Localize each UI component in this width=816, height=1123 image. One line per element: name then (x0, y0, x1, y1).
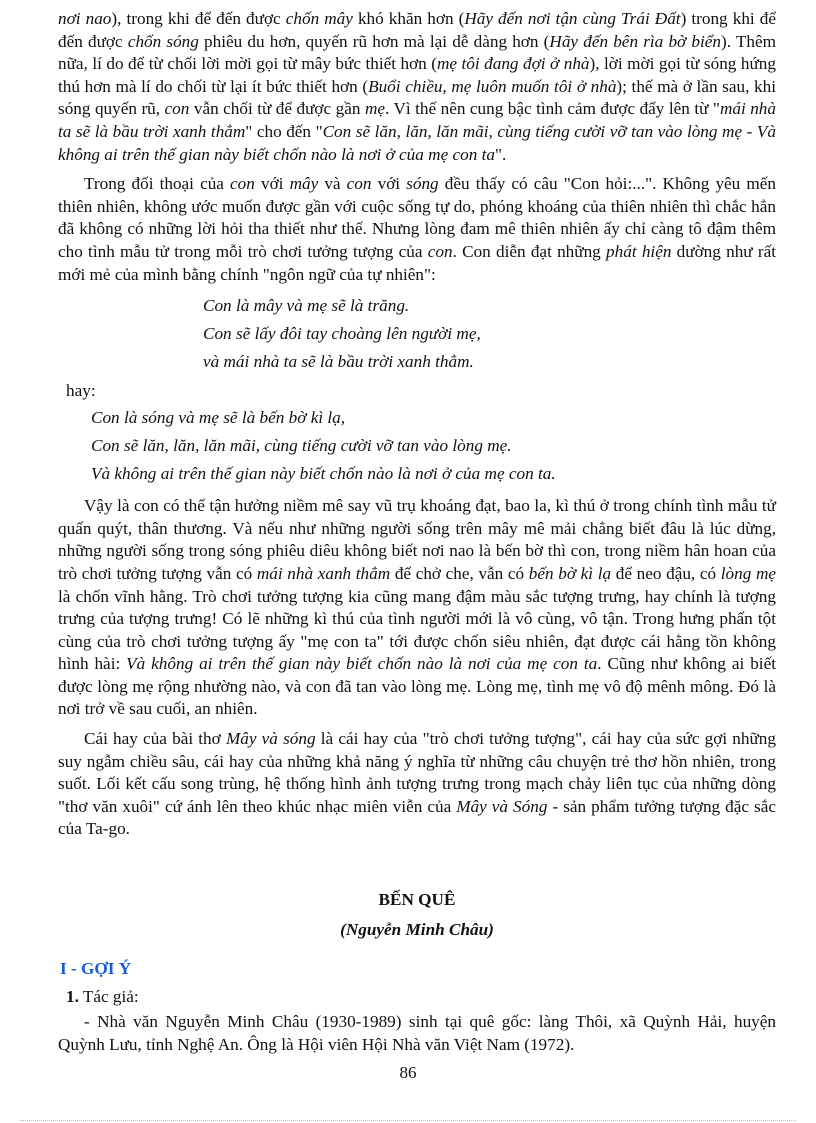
verse-line: Và không ai trên thế gian này biết chốn nào là nơi ở của mẹ con ta. (91, 464, 556, 484)
page-number: 86 (399, 1063, 417, 1082)
verse-line: và mái nhà ta sẽ là bầu trời xanh thẳm. (203, 352, 474, 372)
page-bottom-divider (20, 1120, 796, 1121)
lesson-title: BẾN QUÊ (378, 890, 456, 910)
verse-line: Con sẽ lăn, lăn, lăn mãi, cùng tiếng cười vỡ tan vào lòng mẹ. (91, 436, 512, 456)
lesson-author: (Nguyễn Minh Châu) (340, 920, 494, 940)
verse-line: Con là sóng và mẹ sẽ là bến bờ kì lạ, (91, 408, 346, 428)
verse-block-cloud (203, 292, 776, 376)
section-heading: I - GỢI Ý (60, 959, 132, 979)
paragraph-1: nơi nao), trong khi để đến được chốn mây khó khăn hơn (Hãy đến nơi tận cùng Trái Đất) trong khi để đến được chốn sóng phiêu du hơn, quyến rũ hơn mà lại dễ dàng hơn (Hãy đến bên rìa bờ biển). Thêm nữa, lí do để từ chối lời mời gọi từ mây bức thiết hơn (mẹ tôi đang đợi ở nhà), lời mời gọi từ sóng hứng thú hơn mà lí do chối từ lại ít bức thiết hơn (Buổi chiều, mẹ luôn muốn tôi ở nhà); thế mà ở lần sau, khi sóng quyến rũ, con vẫn chối từ để được gần mẹ. Vì thế nên cung bậc tình cảm được đẩy lên từ "mái nhà ta sẽ là bầu trời xanh thẳm" cho đến "Con sẽ lăn, lăn, lăn mãi, cùng tiếng cười vỡ tan vào lòng mẹ - Và không ai trên thế gian này biết chốn nào là nơi ở của mẹ con ta". (58, 9, 776, 164)
verse-line: Con là mây và mẹ sẽ là trăng. (203, 296, 410, 316)
paragraph-4: Cái hay của bài thơ Mây và sóng là cái hay của "trò chơi tưởng tượng", cái hay của sức gợi những suy ngẫm chiều sâu, cái hay của những khả năng ý nghĩa từ những câu chuyện trẻ thơ hồn nhiên, trong suốt. Lối kết cấu song trùng, hệ thống hình ảnh tượng trưng trong mạch chảy liên tục của những dòng "thơ văn xuôi" cứ ánh lên theo khúc nhạc miên viễn của Mây và Sóng - sản phẩm tưởng tượng đặc sắc của Ta-go. (58, 729, 776, 839)
connector-hay: hay: (66, 381, 96, 401)
subsection-author (66, 983, 776, 1011)
verse-line: Con sẽ lấy đôi tay choàng lên người mẹ, (203, 324, 481, 344)
item-label: Tác giả: (78, 987, 139, 1007)
page-content (58, 8, 776, 1056)
verse-block-wave (91, 404, 776, 488)
paragraph-3: Vậy là con có thể tận hưởng niềm mê say vũ trụ khoáng đạt, bao la, kì thú ở trong chính tình mẫu tử quấn quýt, thân thương. Và nếu như những người sống trên mây mê mải chẳng biết đâu là lúc dừng, những người sống trong sóng phiêu diêu không biết nơi nao là bến bờ thì con, trong niềm hân hoan của trò chơi tưởng tượng vẫn có mái nhà xanh thẳm để chở che, vẫn có bến bờ kì lạ để neo đậu, có lòng mẹ là chốn vĩnh hằng. Trò chơi tưởng tượng kia cũng mang đậm màu sắc tượng trưng, hay chính là tượng trưng của tượng trưng! Có lẽ những kì thú của tình người mới là vô cùng, vô tận. Trong hưng phấn tột cùng của trò chơi tưởng tượng ấy "mẹ con ta" tới được chốn siêu nhiên, đạt được cái hằng tồn không hình hài: Và không ai trên thế gian này biết chốn nào là nơi của mẹ con ta. Cũng như không ai biết được lòng mẹ rộng nhường nào, và con đã tan vào lòng mẹ. Lòng mẹ, tình mẹ vô độ mênh mông. Đó là nơi trở về sau cuối, an nhiên. (58, 496, 776, 719)
item-number: 1. (66, 987, 79, 1007)
author-bio: - Nhà văn Nguyễn Minh Châu (1930-1989) sinh tại quê gốc: làng Thôi, xã Quỳnh Hải, huyện Quỳnh Lưu, tỉnh Nghệ An. Ông là Hội viên Hội Nhà văn Việt Nam (1972). (58, 1012, 776, 1054)
paragraph-2: Trong đối thoại của con với mây và con với sóng đều thấy có câu "Con hỏi:...". Không yêu mến thiên nhiên, không ước muốn được gần với cuộc sống tự do, phóng khoáng của thiên nhiên thì chắc hẳn đã không có những lời hỏi tha thiết như thế. Nhưng lòng đam mê thiên nhiên ấy chỉ càng tô đậm thêm cho tình mẫu tử trong mỗi trò chơi tưởng tượng của con. Con diễn đạt những phát hiện dường như rất mới mẻ của mình bằng chính "ngôn ngữ của tự nhiên": (58, 174, 776, 284)
